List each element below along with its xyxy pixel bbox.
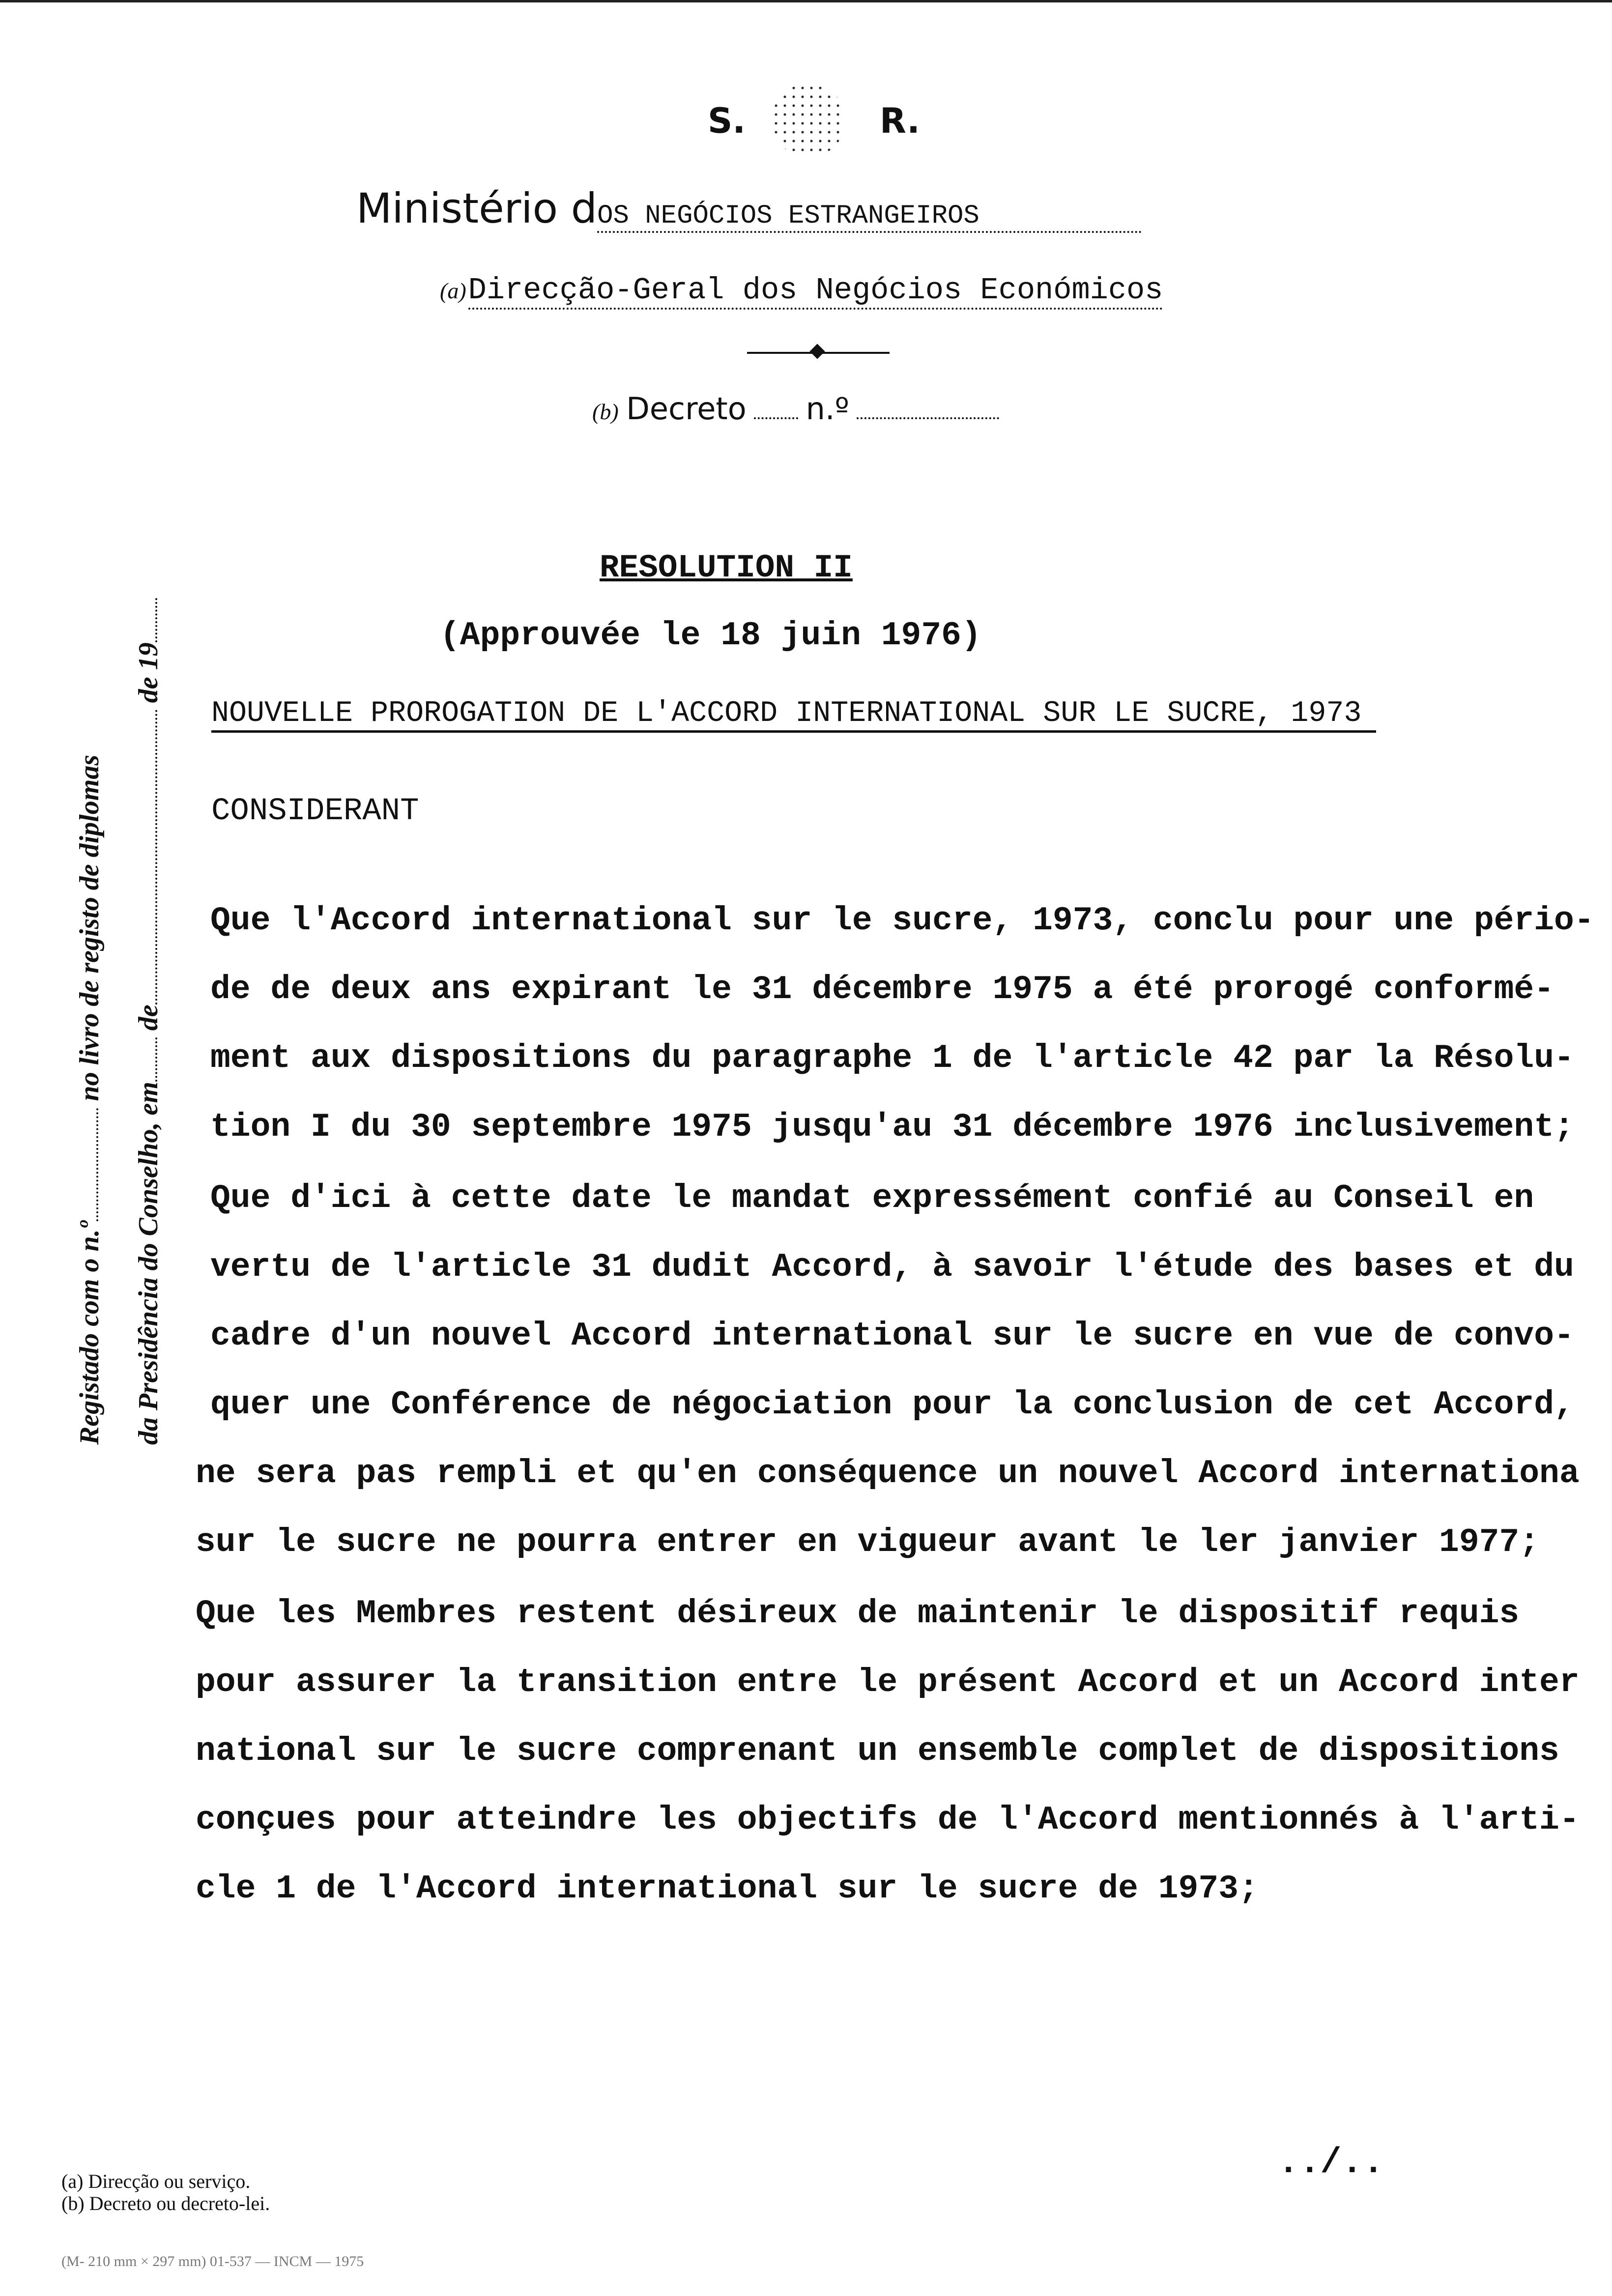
directorate-line xyxy=(440,273,1163,308)
margin-text: de xyxy=(133,1004,164,1031)
footnote-marker-a: (a) xyxy=(440,278,466,303)
margin-text: da Presidência do Conselho, em xyxy=(133,1082,164,1445)
body-line: tion I du 30 septembre 1975 jusqu'au 31 décembre 1976 inclusivement; xyxy=(210,1108,1574,1146)
decree-line xyxy=(592,391,999,427)
body-line: de de deux ans expirant le 31 décembre 1975 a été prorogé conformé- xyxy=(210,971,1554,1008)
coat-of-arms-icon xyxy=(772,84,845,157)
diamond-icon xyxy=(809,344,825,359)
margin-text: Registado com o n.º xyxy=(74,1221,105,1445)
ministry-fill: OS NEGÓCIOS ESTRANGEIROS xyxy=(597,201,1142,233)
considerant-heading: CONSIDERANT xyxy=(211,794,419,829)
margin-registration-line-2 xyxy=(133,598,164,1445)
margin-text: de 19 xyxy=(133,642,164,703)
continuation-mark: ../.. xyxy=(1278,2143,1384,2183)
directorate-name: Direcção-Geral dos Negócios Económicos xyxy=(468,273,1163,310)
body-line: cadre d'un nouvel Accord international sur le sucre en vue de convo- xyxy=(210,1317,1574,1355)
body-line: Que d'ici à cette date le mandat expressément confié au Conseil en xyxy=(210,1179,1534,1217)
body-line: Que l'Accord international sur le sucre, 1973, conclu pour une pério- xyxy=(210,902,1594,940)
footnote-b: (b) Decreto ou decreto-lei. xyxy=(61,2192,270,2214)
body-line: cle 1 de l'Accord international sur le sucre de 1973; xyxy=(196,1870,1259,1908)
body-line: quer une Conférence de négociation pour la conclusion de cet Accord, xyxy=(210,1386,1574,1424)
body-line: pour assurer la transition entre le présent Accord et un Accord inter xyxy=(196,1664,1580,1701)
body-line: Que les Membres restent désireux de maintenir le dispositif requis xyxy=(196,1595,1520,1633)
body-line: national sur le sucre comprenant un ensemble complet de dispositions xyxy=(196,1732,1559,1770)
decree-label: Decreto xyxy=(626,391,747,427)
approval-date: (Approuvée le 18 juin 1976) xyxy=(440,617,981,655)
header-letter-r: R. xyxy=(880,101,920,141)
body-line: ment aux dispositions du paragraphe 1 de l'article 42 par la Résolu- xyxy=(210,1039,1574,1077)
ministry-heading xyxy=(356,184,1142,233)
footnote-a: (a) Direcção ou serviço. xyxy=(61,2170,251,2192)
print-reference: (M- 210 mm × 297 mm) 01-537 — INCM — 1975 xyxy=(61,2253,364,2269)
margin-text: no livro de registo de diplomas xyxy=(74,754,105,1101)
body-line: ne sera pas rempli et qu'en conséquence un nouvel Accord internationa xyxy=(196,1455,1580,1492)
ministry-label: Ministério d xyxy=(356,184,598,232)
header-letter-s: S. xyxy=(708,101,746,141)
resolution-subject: NOUVELLE PROROGATION DE L'ACCORD INTERNATIONAL SUR LE SUCRE, 1973 xyxy=(211,697,1376,733)
resolution-title: RESOLUTION II xyxy=(600,549,853,586)
body-line: sur le sucre ne pourra entrer en vigueur avant le ler janvier 1977; xyxy=(196,1523,1540,1561)
margin-registration-line-1 xyxy=(74,755,105,1445)
page-border xyxy=(0,0,1612,2)
footnote-marker-b: (b) xyxy=(592,399,619,424)
decree-number-label: n.º xyxy=(806,391,849,427)
body-line: conçues pour atteindre les objectifs de l'Accord mentionnés à l'arti- xyxy=(196,1801,1580,1839)
body-line: vertu de l'article 31 dudit Accord, à savoir l'étude des bases et du xyxy=(210,1248,1574,1286)
